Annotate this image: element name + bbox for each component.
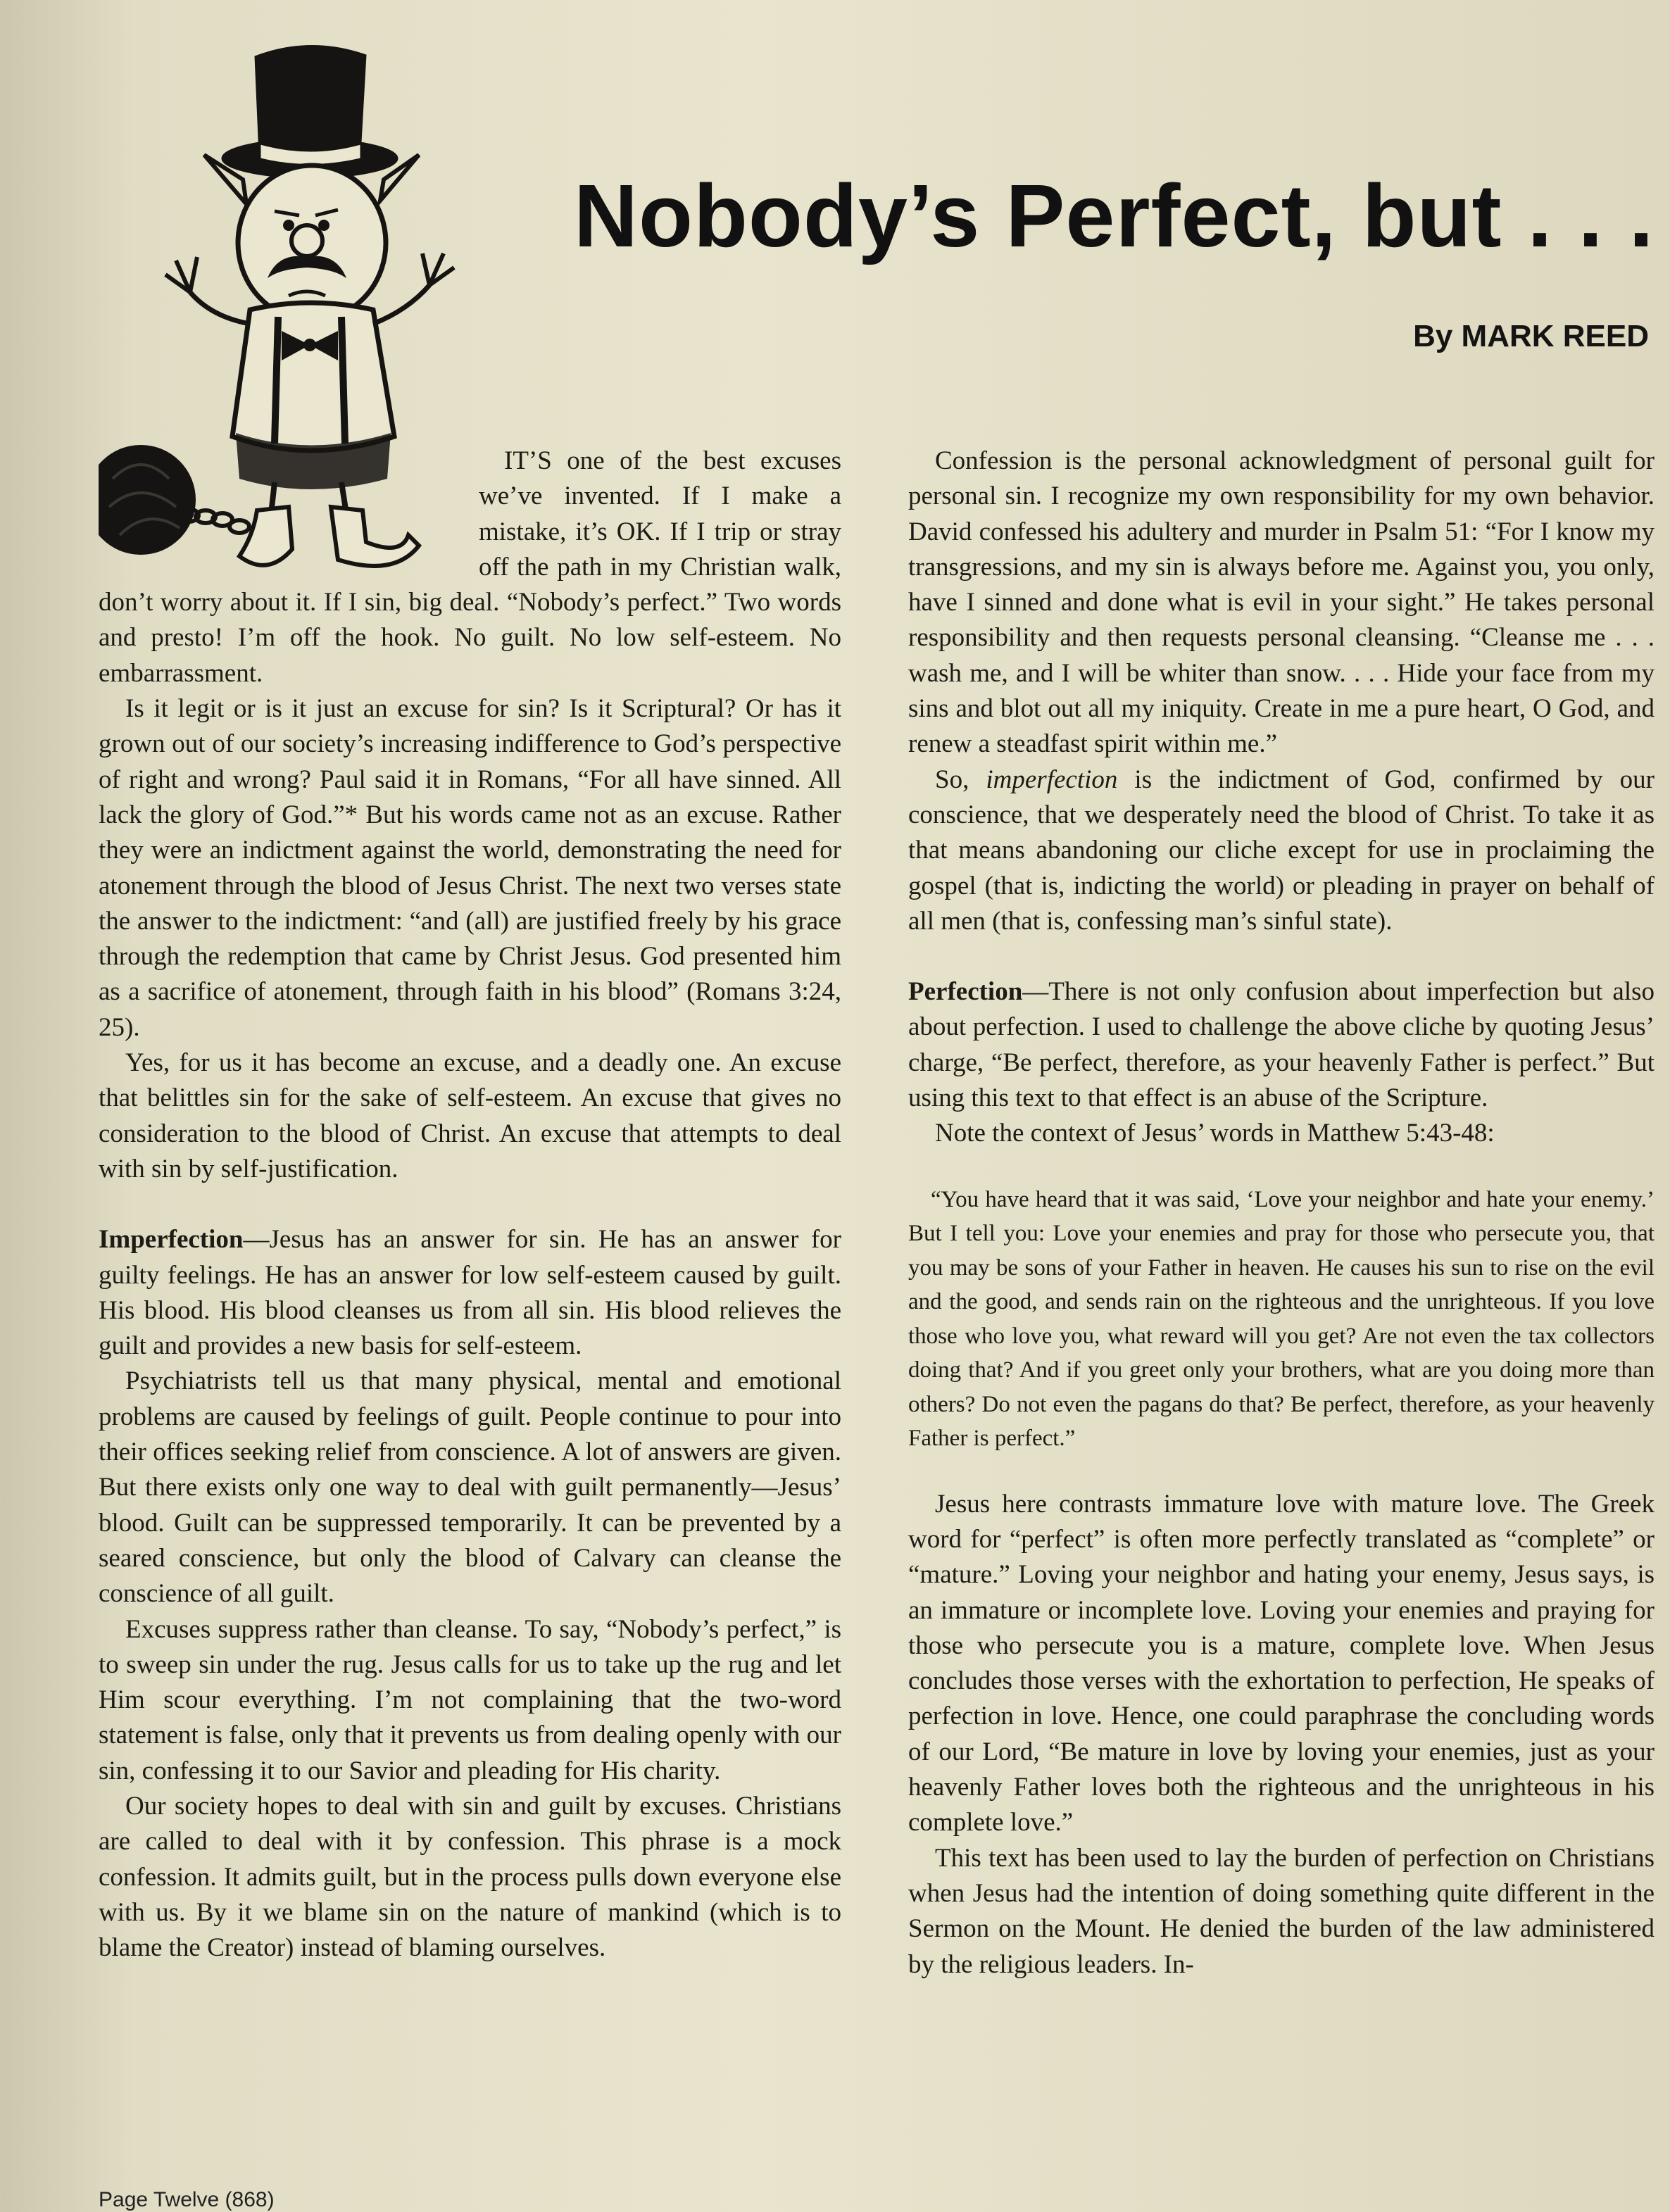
paragraph: This text has been used to lay the burden of perfection on Christians when Jesus had the intention of doing something quite different in the Sermon on the Mount. He denied the burden of the law administered by the religious leaders. In-	[908, 1843, 1655, 1979]
section-heading: Perfection	[908, 977, 1023, 1007]
page-footer: Page Twelve (868)	[99, 2188, 275, 2211]
paragraph: Note the context of Jesus’ words in Matthew 5:43-48:	[935, 1119, 1495, 1148]
left-column	[99, 444, 841, 1966]
paragraph: Is it legit or is it just an excuse for sin? Is it Scriptural? Or has it grown out of our society’s increasing indifference to God’s perspective of right and wrong? Paul said it in Romans, “For all have sinned. All lack the glory of God.”* But his words came not as an excuse. Rather they were an indictment against the world, demonstrating the need for atonement through the blood of Jesus Christ. The next two verses state the answer to the indictment: “and (all) are justified freely by his grace through the redemption that came by Christ Jesus. God presented him as a sacrifice of atonement, through faith in his blood” (Romans 3:24, 25).	[99, 694, 841, 1042]
section-paragraph: Imperfection—Jesus has an answer for sin. He has an answer for guilty feelings. He has an answer for low self-esteem caused by guilt. His blood. His blood cleanses us from all sin. His blood relieves the guilt and provides a new basis for self-esteem.	[99, 1225, 841, 1361]
article-byline: By MARK REED	[1413, 319, 1649, 353]
article-title: Nobody’s Perfect, but . . .	[574, 166, 1655, 265]
section-paragraph: Perfection—There is not only confusion about imperfection but also about perfection. I used to challenge the above cliche by quoting Jesus’ charge, “Be perfect, therefore, as your heavenly Father is perfect.” But using this text to that effect is an abuse of the Scripture.	[908, 977, 1655, 1113]
paragraph: Confession is the personal acknowledgment of personal guilt for personal sin. I recognize my own responsibility for my own behavior. David confessed his adultery and murder in Psalm 51: “For I know my transgressions, and my sin is always before me. Against you, you only, have I sinned and done what is evil in your sight.” He takes personal responsibility and then requests personal cleansing. “Cleanse me . . . wash me, and I will be whiter than snow. . . . Hide your face from my sins and blot out all my iniquity. Create in me a pure heart, O God, and renew a steadfast spirit within me.”	[908, 446, 1655, 759]
scripture-quote: “You have heard that it was said, ‘Love your neighbor and hate your enemy.’ But I tell you: Love your enemies and pray for those who persecute you, that you may be sons of your Father in heaven. He causes his sun to rise on the evil and the good, and sends rain on the righteous and the unrighteous. If you love those who love you, what reward will you get? Are not even the tax collectors doing that? And if you greet only your brothers, what are you doing more than others? Do not even the pagans do that? Be perfect, therefore, as your heavenly Father is perfect.”	[908, 1186, 1655, 1452]
section-heading: Imperfection	[99, 1225, 244, 1255]
paragraph: Our society hopes to deal with sin and guilt by excuses. Christians are called to deal with it by confession. This phrase is a mock confession. It admits guilt, but in the process pulls down everyone else with us. By it we blame sin on the nature of mankind (which is to blame the Creator) instead of blaming ourselves.	[99, 1791, 841, 1963]
paragraph: So, imperfection is the indictment of God, confirmed by our conscience, that we desperately need the blood of Christ. To take it as that means abandoning our cliche except for use in proclaiming the gospel (that is, indicting the world) or pleading in prayer on behalf of all men (that is, confessing man’s sinful state).	[908, 765, 1655, 936]
paragraph: Jesus here contrasts immature love with mature love. The Greek word for “perfect” is often more perfectly translated as “complete” or “mature.” Loving your neighbor and hating your enemy, Jesus says, is an immature or incomplete love. Loving your enemies and praying for those who persecute you is a mature, complete love. When Jesus concludes those verses with the exhortation to perfection, He speaks of perfection in love. Hence, one could paraphrase the concluding words of our Lord, “Be mature in love by loving your enemies, just as your heavenly Father loves both the righteous and the unrighteous in his complete love.”	[908, 1489, 1655, 1837]
top-hat-icon	[222, 45, 398, 178]
right-column	[908, 444, 1655, 1982]
paragraph: Psychiatrists tell us that many physical, mental and emotional problems are caused by feelings of guilt. People continue to pour into their offices seeking relief from conscience. A lot of answers are given. But there exists only one way to deal with guilt permanently—Jesus’ blood. Guilt can be suppressed temporarily. It can be prevented by a seared conscience, but only the blood of Calvary can cleanse the conscience of all guilt.	[99, 1366, 841, 1609]
paragraph: Yes, for us it has become an excuse, and a deadly one. An excuse that belittles sin for the sake of self-esteem. An excuse that gives no consideration to the blood of Christ. An excuse that attempts to deal with sin by self-justification.	[99, 1048, 841, 1183]
illustration-spacer	[99, 444, 479, 582]
paragraph: IT’S one of the best excuses we’ve invented. If I make a mistake, it’s OK. If I trip or stray off the path in my Christian walk, don’t worry about it. If I sin, big deal. “Nobody’s perfect.” Two words and presto! I’m off the hook. No guilt. No low self-esteem. No embarrassment.	[99, 446, 841, 688]
paragraph: Excuses suppress rather than cleanse. To say, “Nobody’s perfect,” is to sweep sin under the rug. Jesus calls for us to take up the rug and let Him scour everything. I’m not complaining that the two-word statement is false, only that it prevents us from dealing openly with our sin, confessing it to our Savior and pleading for His charity.	[99, 1614, 841, 1785]
